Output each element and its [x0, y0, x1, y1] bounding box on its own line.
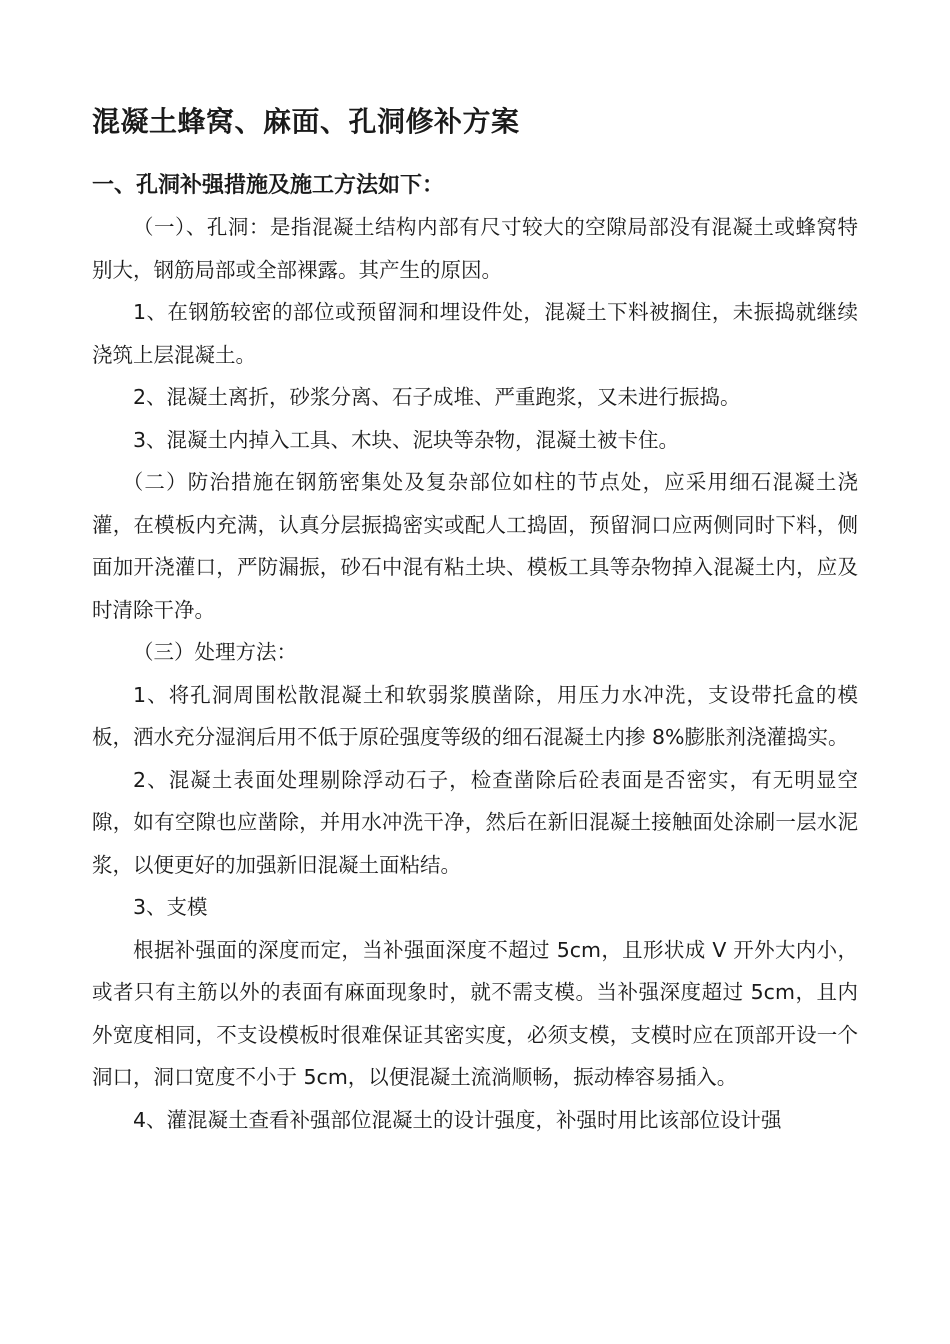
- paragraph-prevention: （二）防治措施在钢筋密集处及复杂部位如柱的节点处，应采用细石混凝土浇灌，在模板内充满，认真分层振捣密实或配人工捣固，预留洞口应两侧同时下料，侧面加开浇灌口，严防漏振，砂石中混有粘土块、模板工具等杂物掉入混凝土内，应及时清除干净。: [92, 470, 858, 622]
- document-body: [92, 206, 858, 1141]
- paragraph-cause-1: 1、在钢筋较密的部位或预留洞和埋设件处，混凝土下料被搁住，未振捣就继续浇筑上层混凝土。: [92, 300, 858, 367]
- paragraph-cause-2: 2、混凝土离折，砂浆分离、石子成堆、严重跑浆，又未进行振捣。: [133, 385, 741, 409]
- paragraph-hole-definition: （一）、孔洞：是指混凝土结构内部有尺寸较大的空隙局部没有混凝土或蜂窝特别大，钢筋局部或全部裸露。其产生的原因。: [92, 215, 858, 282]
- section-heading: 一、孔洞补强措施及施工方法如下：: [92, 173, 445, 198]
- paragraph-treatment-2: 2、混凝土表面处理剔除浮动石子，检查凿除后砼表面是否密实，有无明显空隙，如有空隙也应凿除，并用水冲洗干净，然后在新旧混凝土接触面处涂刷一层水泥浆，以便更好的加强新旧混凝土面粘结。: [92, 767, 858, 877]
- document-title: 混凝土蜂窝、麻面、孔洞修补方案: [92, 105, 520, 138]
- paragraph-formwork-heading: 3、支模: [133, 895, 208, 919]
- paragraph-pouring: 4、灌混凝土查看补强部位混凝土的设计强度，补强时用比该部位设计强: [133, 1107, 782, 1132]
- paragraph-treatment-heading: （三）处理方法：: [133, 640, 297, 664]
- paragraph-formwork-detail: 根据补强面的深度而定，当补强面深度不超过 5cm，且形状成 V 开外大内小，或者只有主筋以外的表面有麻面现象时，就不需支模。当补强深度超过 5cm，且内外宽度相同，不支设模板时很难保证其密实度，必须支模，支模时应在顶部开设一个洞口，洞口宽度不小于 5cm，以便混凝土流淌顺畅，振动棒容易插入。: [92, 937, 858, 1089]
- paragraph-cause-3: 3、混凝土内掉入工具、木块、泥块等杂物，混凝土被卡住。: [133, 427, 680, 452]
- paragraph-treatment-1: 1、将孔洞周围松散混凝土和软弱浆膜凿除，用压力水冲洗，支设带托盒的模板，洒水充分湿润后用不低于原砼强度等级的细石混凝土内掺 8%膨胀剂浇灌捣实。: [92, 682, 858, 749]
